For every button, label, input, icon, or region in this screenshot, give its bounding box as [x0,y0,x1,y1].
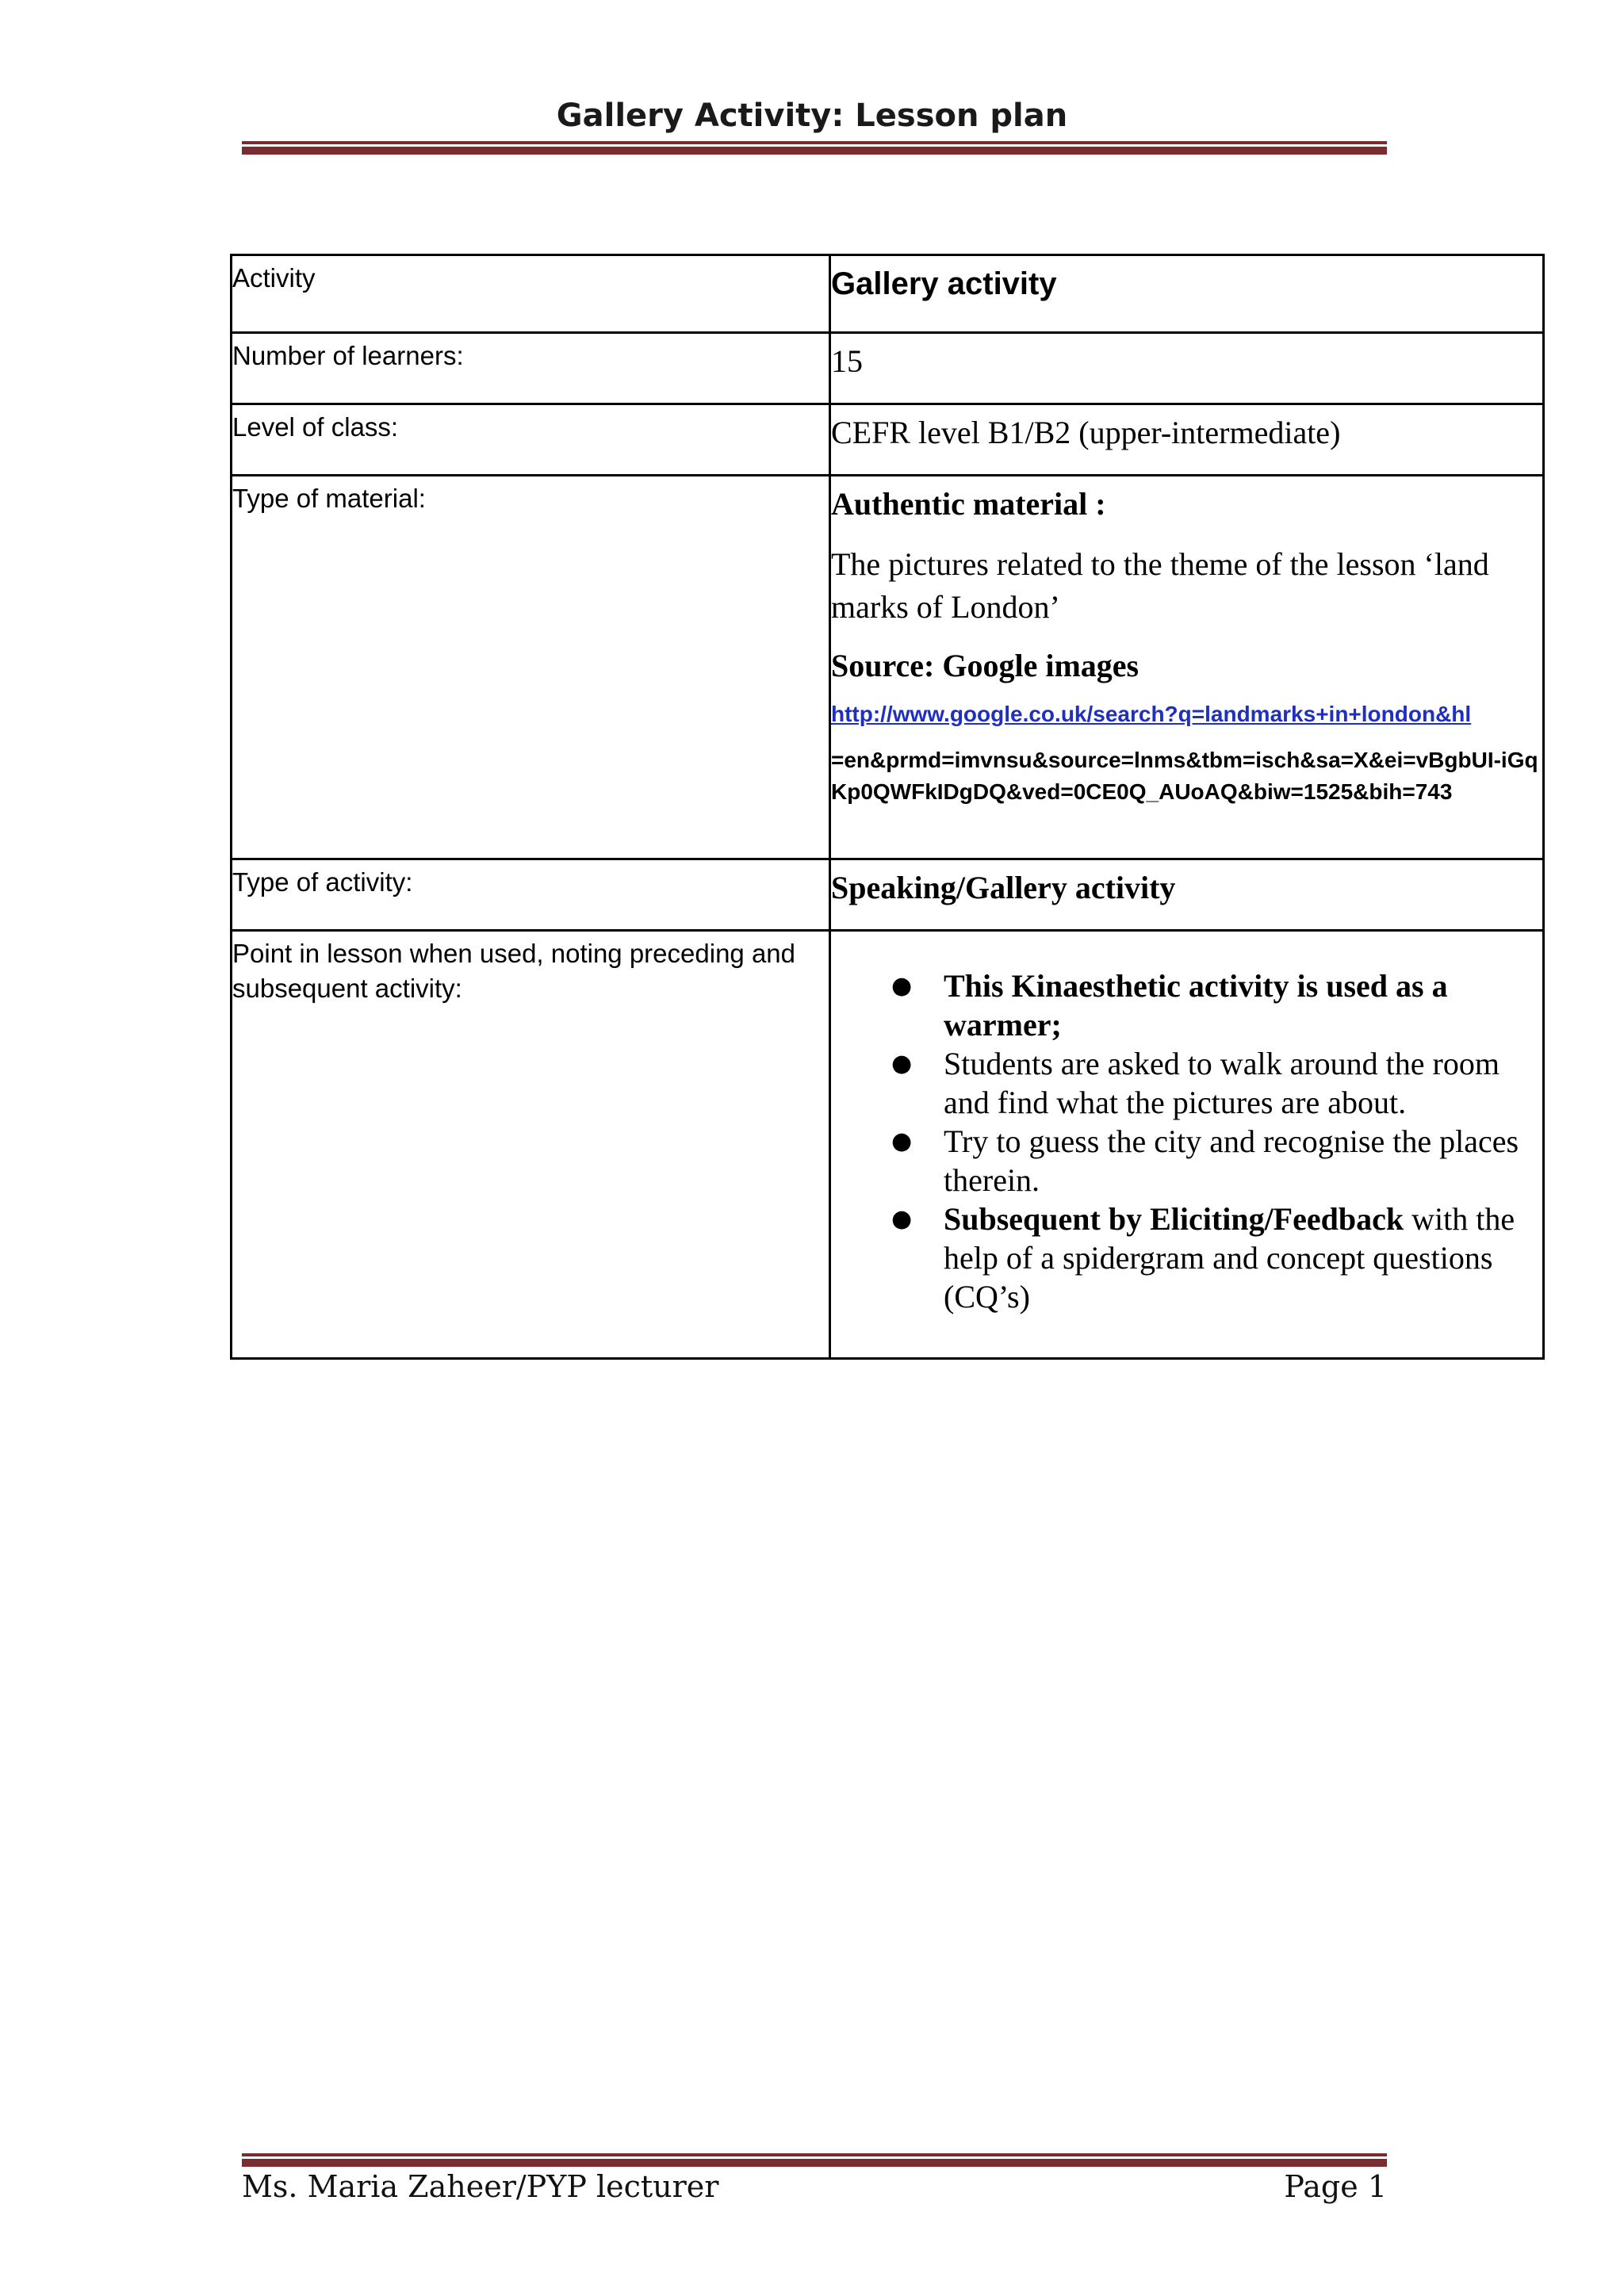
list-item [831,966,1542,1044]
material-heading: Authentic material : [831,486,1106,522]
row-label-activity: Activity [232,263,316,293]
label-cell [232,404,830,476]
list-item [831,1122,1542,1200]
table-row-material [232,476,1544,859]
lesson-points-list [831,966,1542,1316]
source-link[interactable]: http://www.google.co.uk/search?q=landmarks+in+london&hl [831,702,1472,726]
row-label-learners: Number of learners: [232,341,464,370]
source-query-string: =en&prmd=imvnsu&source=lnms&tbm=isch&sa=X&ei=vBgbUI-iGqKp0QWFkIDgDQ&ved=0CE0Q_AUoAQ&biw=1525&bih=743 [831,748,1538,804]
label-cell [232,333,830,404]
list-item [831,1044,1542,1122]
footer-author: Ms. Maria Zaheer/PYP lecturer [242,2169,719,2204]
point-bold-text: Subsequent by Eliciting/Feedback [944,1201,1404,1237]
class-level: CEFR level B1/B2 (upper-intermediate) [831,415,1341,450]
point-text: Try to guess the city and recognise the places therein. [944,1123,1519,1198]
point-text: Students are asked to walk around the room and find what the pictures are about. [944,1046,1500,1120]
value-cell [830,859,1544,931]
value-cell [830,255,1544,333]
label-cell [232,255,830,333]
table-row-learners [232,333,1544,404]
label-cell [232,931,830,1359]
list-item [831,1200,1542,1316]
page-number: Page 1 [1284,2169,1387,2204]
value-cell [830,931,1544,1359]
material-description: The pictures related to the theme of the lesson ‘land marks of London’ [831,546,1489,625]
table-row-activity-type [232,859,1544,931]
label-cell [232,476,830,859]
bullet-dot-icon: ● [891,972,913,1000]
header-divider [242,141,1387,155]
row-label-material: Type of material: [232,484,426,513]
activity-name: Gallery activity [831,266,1057,301]
activity-type: Speaking/Gallery activity [831,870,1176,905]
page-footer [242,2163,1387,2210]
bullet-dot-icon: ● [891,1050,913,1077]
page-title: Gallery Activity: Lesson plan [556,98,1068,134]
point-bold-text: This Kinaesthetic activity is used as a warmer; [944,968,1448,1043]
bullet-dot-icon: ● [891,1205,913,1233]
value-cell [830,333,1544,404]
label-cell [232,859,830,931]
value-cell [830,404,1544,476]
row-label-lesson-point: Point in lesson when used, noting preceding and subsequent activity: [232,939,795,1003]
table-row-activity [232,255,1544,333]
source-label: Source: Google images [831,648,1139,683]
lesson-plan-table [230,254,1545,1360]
learners-count: 15 [831,343,863,379]
table-row-level [232,404,1544,476]
table-row-lesson-point [232,931,1544,1359]
row-label-activity-type: Type of activity: [232,867,413,897]
value-cell [830,476,1544,859]
bullet-dot-icon: ● [891,1127,913,1155]
row-label-level: Level of class: [232,412,399,442]
point-text: with the help of a spidergram and concept questions (CQ’s) [944,1201,1515,1314]
